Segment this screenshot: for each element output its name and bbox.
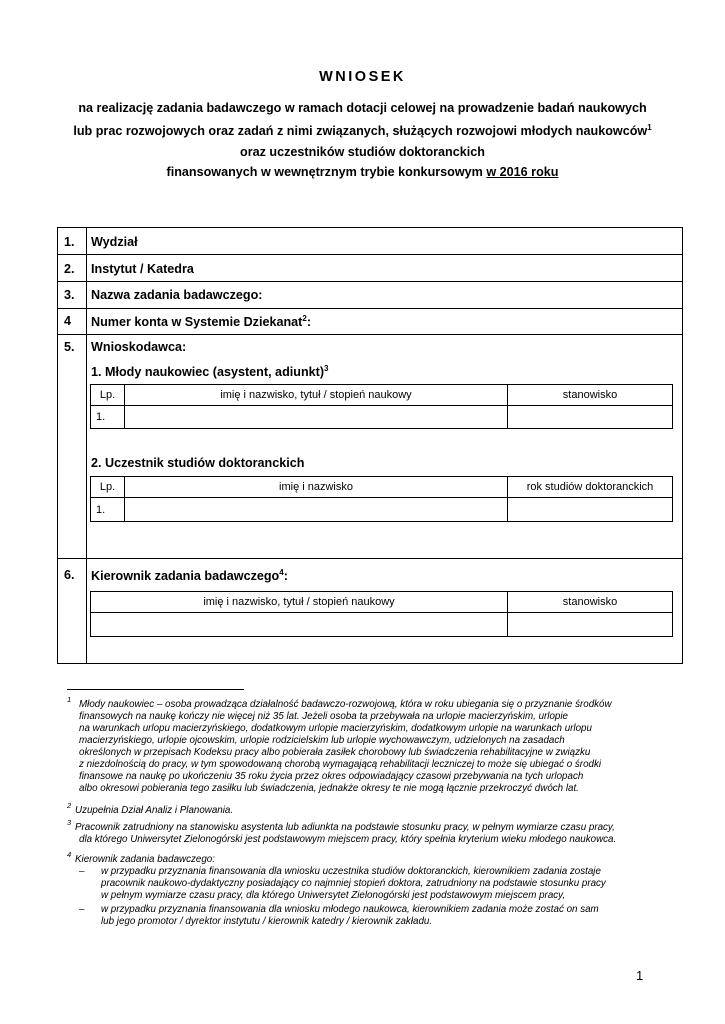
manager-position-cell[interactable]	[508, 613, 673, 637]
footnote-1-line: Młody naukowiec – osoba prowadząca działalność badawczo-rozwojową, która w roku ubiegania się o przyznanie środków	[79, 699, 612, 710]
footnote-3-line: dla którego Uniwersytet Zielonogórski jest podstawowym miejscem pracy, który spełnia kryterium wieku młodego naukowca.	[79, 834, 617, 845]
subtitle-line-4: finansowanych w wewnętrznym trybie konkursowym w 2016 roku	[166, 165, 559, 179]
footnote-4-intro: Kierownik zadania badawczego:	[75, 854, 215, 865]
position-cell[interactable]	[508, 406, 673, 429]
field-kierownik-zadania: Kierownik zadania badawczego$^4$:	[91, 568, 288, 583]
study-year-cell[interactable]	[508, 498, 673, 522]
row-number-5: 5.	[64, 340, 75, 354]
row-number-1: 1.	[64, 235, 75, 249]
row-divider	[58, 281, 682, 282]
list-dash: –	[79, 904, 85, 915]
field-wnioskodawca: Wnioskodawca:	[91, 340, 187, 354]
footnote-4-number: 4	[67, 850, 72, 859]
row-divider	[58, 308, 682, 309]
footnote-ref-2: 2	[302, 314, 307, 323]
footnote-1-line: na warunkach urlopu macierzyńskiego, dodatkowym urlopie macierzyńskim, dodatkowym urlopie na warunkach urlopu	[79, 723, 592, 734]
col-header-lp: Lp.	[91, 385, 125, 406]
footnote-1-line: z niezdolnością do pracy, w tym spowodowaną chorobą wymagającą rehabilitacji leczniczej to może się ubiegać o środki	[79, 759, 602, 770]
number-column-divider	[86, 228, 87, 663]
manager-table	[90, 591, 673, 637]
col-header-study-year: rok studiów doktoranckich	[508, 477, 673, 498]
section-mlody-naukowiec: 1. Młody naukowiec (asystent, adiunkt)$^3$	[91, 364, 329, 379]
row-number-3: 3.	[64, 288, 75, 302]
manager-name-cell[interactable]	[91, 613, 508, 637]
footnote-1-line: finansowe na naukę po ukończeniu 35 roku życia przez okres odpowiadający czasowi przebywania na tych urlopach	[79, 771, 584, 782]
field-instytut-katedra[interactable]: Instytut / Katedra	[91, 262, 194, 276]
footnote-4-item-line: w przypadku przyznania finansowania dla wniosku uczestnika studiów doktoranckich, kierownikiem zadania zostaje	[101, 866, 601, 877]
footnote-1-line: albo okresowi pobierania tego zasiłku lub świadczenia, jednakże okresy te nie mogą łącznie przekroczyć dwóch lat.	[79, 783, 579, 794]
year-underlined: w 2016 roku	[486, 165, 559, 179]
subtitle-line-3: oraz uczestników studiów doktoranckich	[240, 145, 485, 159]
section-uczestnik-studiow: 2. Uczestnik studiów doktoranckich	[91, 456, 305, 470]
footnote-2-text: Uzupełnia Dział Analiz i Planowania.	[75, 805, 234, 816]
list-dash: –	[79, 866, 85, 877]
application-form-table	[57, 227, 683, 664]
subtitle-line-1: na realizację zadania badawczego w ramach dotacji celowej na prowadzenie badań naukowych	[78, 101, 647, 115]
col-header-position: stanowisko	[508, 592, 673, 613]
row-number-2: 2.	[64, 262, 75, 276]
row-number-4: 4	[64, 314, 72, 328]
col-header-name: imię i nazwisko	[125, 477, 508, 498]
footnote-4-item-line: pracownik naukowo-dydaktyczny posiadający co najmniej stopień doktora, zatrudniony na podstawie stosunku pracy	[101, 878, 606, 889]
footnote-3-number: 3	[67, 818, 72, 827]
row-divider	[58, 558, 682, 559]
young-scientist-table	[90, 384, 673, 429]
footnote-1-line: macierzyńskiego, urlopie ojcowskim, urlopie rodzicielskim lub urlopie wychowawczym, udzielonych na zasadach	[79, 735, 565, 746]
footnote-1-line: określonych w przepisach Kodeksu pracy albo pobierała zasiłek chorobowy lub świadczenia rehabilitacyjne w związku	[79, 747, 591, 758]
col-header-lp: Lp.	[91, 477, 125, 498]
page-number: 1	[636, 968, 644, 983]
footnote-4-item-line: lub jego promotor / dyrektor instytutu / kierownik katedry / kierownik zakładu.	[101, 916, 433, 927]
footnote-separator	[67, 689, 244, 690]
col-header-name-title: imię i nazwisko, tytuł / stopień naukowy	[125, 385, 508, 406]
field-nazwa-zadania[interactable]: Nazwa zadania badawczego:	[91, 288, 263, 302]
footnote-ref-1: 1	[647, 123, 652, 132]
row-divider	[58, 334, 682, 335]
document-title: WNIOSEK	[319, 69, 406, 85]
footnote-1-line: finansowych na naukę kończy nie więcej niż 35 lat. Jeżeli osoba ta przebywała na urlopie macierzyńskim, urlopie	[79, 711, 569, 722]
field-numer-konta[interactable]: Numer konta w Systemie Dziekanat$^2$:	[91, 314, 312, 329]
row-divider	[58, 254, 682, 255]
phd-student-table	[90, 476, 673, 522]
col-header-name-title: imię i nazwisko, tytuł / stopień naukowy	[91, 592, 508, 613]
footnote-ref-4: 4	[279, 568, 284, 577]
footnote-ref-3: 3	[324, 364, 329, 373]
footnote-3-line: Pracownik zatrudniony na stanowisku asystenta lub adiunkta na podstawie stosunku pracy, w pełnym wymiarze czasu pracy,	[75, 822, 615, 833]
footnote-4-item-line: w przypadku przyznania finansowania dla wniosku młodego naukowca, kierownikiem zadania może zostać on sam	[101, 904, 599, 915]
subtitle-line-2: lub prac rozwojowych oraz zadań z nimi związanych, służących rozwojowi młodych naukowców$^1$	[73, 123, 652, 138]
name-cell[interactable]	[125, 498, 508, 522]
footnote-2-number: 2	[67, 801, 72, 810]
field-wydzial[interactable]: Wydział	[91, 235, 138, 249]
footnote-4-item-line: w pełnym wymiarze czasu pracy, dla którego Uniwersytet Zielonogórski jest podstawowym miejscem pracy,	[101, 890, 566, 901]
table-row-number: 1.	[91, 498, 125, 522]
table-row-number: 1.	[91, 406, 125, 429]
name-title-cell[interactable]	[125, 406, 508, 429]
row-number-6: 6.	[64, 568, 75, 582]
col-header-position: stanowisko	[508, 385, 673, 406]
footnote-1-number: 1	[67, 695, 72, 704]
